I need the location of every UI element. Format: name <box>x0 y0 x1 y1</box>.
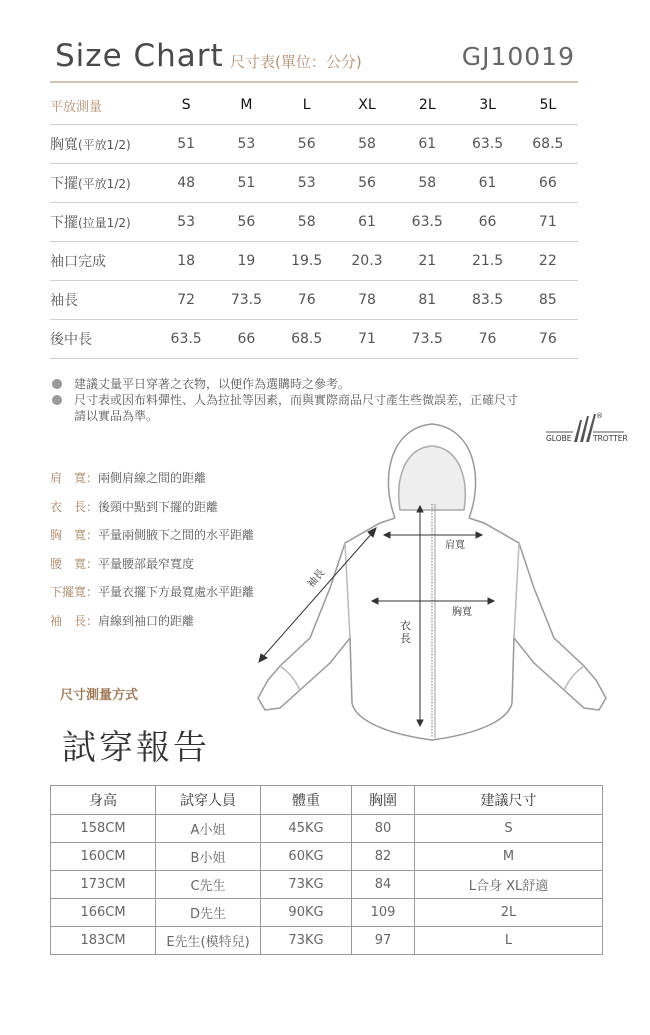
size-value-cell: 76 <box>277 281 337 320</box>
note-item: 尺寸表或因布料彈性、人為拉扯等因素，而與實際商品尺寸產生些微誤差，正確尺寸請以實品為準。 <box>52 392 524 424</box>
report-col-header: 身高 <box>51 786 156 815</box>
report-cell: L合身 XL舒適 <box>415 871 603 899</box>
report-cell: S <box>415 815 603 843</box>
size-value-cell: 76 <box>457 320 517 359</box>
size-value-cell: 53 <box>216 125 276 164</box>
size-value-cell: 81 <box>397 281 457 320</box>
definition-item: 衣 長：後頸中點到下擺的距離 <box>50 499 219 514</box>
report-col-header: 試穿人員 <box>156 786 261 815</box>
size-value-cell: 18 <box>156 242 216 281</box>
size-row <box>50 242 578 281</box>
chest-arrow <box>372 598 494 604</box>
size-value-cell: 68.5 <box>277 320 337 359</box>
size-value-cell: 53 <box>277 164 337 203</box>
size-value-cell: 58 <box>337 125 397 164</box>
report-cell: A小姐 <box>156 815 261 843</box>
report-row <box>51 871 603 899</box>
size-value-cell: 76 <box>518 320 578 359</box>
sleeve-label: 袖長 <box>305 567 328 590</box>
measure-label: 下擺(拉量1/2) <box>50 203 156 242</box>
report-col-header: 建議尺寸 <box>415 786 603 815</box>
size-row <box>50 164 578 203</box>
size-value-cell: 51 <box>156 125 216 164</box>
size-value-cell: 22 <box>518 242 578 281</box>
bullet-icon <box>52 379 62 389</box>
size-value-cell: 73.5 <box>216 281 276 320</box>
report-cell: 160CM <box>51 843 156 871</box>
try-on-report-table <box>50 785 603 955</box>
report-row <box>51 843 603 871</box>
size-value-cell: 78 <box>337 281 397 320</box>
size-col-header: 5L <box>518 86 578 125</box>
size-col-header: 3L <box>457 86 517 125</box>
bullet-icon <box>52 395 62 405</box>
report-cell: 90KG <box>261 899 352 927</box>
size-value-cell: 85 <box>518 281 578 320</box>
definition-item: 袖 長：肩線到袖口的距離 <box>50 613 195 628</box>
logo-left-text: GLOBE <box>546 434 572 443</box>
size-col-header: L <box>277 86 337 125</box>
size-value-cell: 48 <box>156 164 216 203</box>
size-value-cell: 66 <box>518 164 578 203</box>
report-col-header: 體重 <box>261 786 352 815</box>
report-cell: C先生 <box>156 871 261 899</box>
report-cell: 73KG <box>261 871 352 899</box>
size-value-cell: 63.5 <box>397 203 457 242</box>
size-value-cell: 21 <box>397 242 457 281</box>
definition-item: 胸 寬：平量兩側腋下之間的水平距離 <box>50 528 255 542</box>
size-value-cell: 63.5 <box>457 125 517 164</box>
chart-title: Size Chart <box>55 38 224 74</box>
definition-item: 腰 寬：平量腰部最窄寬度 <box>50 556 195 571</box>
report-header-row <box>51 786 603 815</box>
how-to-measure-heading: 尺寸測量方式 <box>60 688 139 703</box>
size-corner-label: 平放測量 <box>50 86 156 125</box>
report-cell: 2L <box>415 899 603 927</box>
size-value-cell: 66 <box>216 320 276 359</box>
size-col-header: XL <box>337 86 397 125</box>
size-value-cell: 19.5 <box>277 242 337 281</box>
notes <box>52 376 524 424</box>
size-row <box>50 203 578 242</box>
size-value-cell: 56 <box>216 203 276 242</box>
report-cell: 60KG <box>261 843 352 871</box>
definition-item: 下擺寬：平量衣擺下方最寬處水平距離 <box>50 585 255 599</box>
measure-definitions <box>50 468 254 639</box>
size-col-header: 2L <box>397 86 457 125</box>
size-value-cell: 61 <box>457 164 517 203</box>
report-col-header: 胸圍 <box>352 786 415 815</box>
size-value-cell: 61 <box>397 125 457 164</box>
size-value-cell: 58 <box>277 203 337 242</box>
size-row <box>50 281 578 320</box>
length-arrow <box>417 506 423 726</box>
report-cell: 97 <box>352 927 415 955</box>
size-row <box>50 125 578 164</box>
size-value-cell: 20.3 <box>337 242 397 281</box>
size-value-cell: 68.5 <box>518 125 578 164</box>
report-cell: 109 <box>352 899 415 927</box>
note-item: 建議丈量平日穿著之衣物，以便作為選購時之參考。 <box>52 376 524 392</box>
report-cell: E先生(模特兒) <box>156 927 261 955</box>
size-value-cell: 53 <box>156 203 216 242</box>
report-cell: 84 <box>352 871 415 899</box>
size-value-cell: 83.5 <box>457 281 517 320</box>
size-table <box>50 86 578 359</box>
registered-mark: ® <box>596 412 603 420</box>
size-header-row <box>50 86 578 125</box>
size-value-cell: 51 <box>216 164 276 203</box>
size-value-cell: 71 <box>337 320 397 359</box>
sleeve-arrow <box>259 528 376 662</box>
measure-label: 胸寬(平放1/2) <box>50 125 156 164</box>
size-col-header: S <box>156 86 216 125</box>
size-value-cell: 63.5 <box>156 320 216 359</box>
title-divider <box>50 81 578 83</box>
size-value-cell: 71 <box>518 203 578 242</box>
report-cell: 73KG <box>261 927 352 955</box>
report-row <box>51 899 603 927</box>
report-cell: 173CM <box>51 871 156 899</box>
measure-label: 袖長 <box>50 281 156 320</box>
length-label-2: 長 <box>400 632 411 645</box>
logo-right-text: TROTTER <box>593 434 628 443</box>
size-value-cell: 19 <box>216 242 276 281</box>
report-cell: 183CM <box>51 927 156 955</box>
jacket-diagram <box>240 418 625 748</box>
report-row <box>51 927 603 955</box>
size-value-cell: 56 <box>337 164 397 203</box>
product-code: GJ10019 <box>461 42 575 71</box>
report-cell: 166CM <box>51 899 156 927</box>
shoulder-arrow <box>384 532 482 538</box>
report-cell: 45KG <box>261 815 352 843</box>
report-cell: L <box>415 927 603 955</box>
shoulder-label: 肩寬 <box>445 540 465 551</box>
size-value-cell: 72 <box>156 281 216 320</box>
size-value-cell: 61 <box>337 203 397 242</box>
measure-label: 後中長 <box>50 320 156 359</box>
measure-label: 袖口完成 <box>50 242 156 281</box>
report-cell: B小姐 <box>156 843 261 871</box>
size-value-cell: 66 <box>457 203 517 242</box>
size-value-cell: 58 <box>397 164 457 203</box>
report-cell: M <box>415 843 603 871</box>
report-cell: 80 <box>352 815 415 843</box>
chart-subtitle: 尺寸表(單位：公分) <box>230 53 362 71</box>
report-cell: D先生 <box>156 899 261 927</box>
size-value-cell: 73.5 <box>397 320 457 359</box>
chest-label: 胸寬 <box>452 607 472 618</box>
try-on-report-title: 試穿報告 <box>62 728 210 768</box>
size-value-cell: 56 <box>277 125 337 164</box>
size-col-header: M <box>216 86 276 125</box>
report-cell: 158CM <box>51 815 156 843</box>
report-row <box>51 815 603 843</box>
measure-label: 下擺(平放1/2) <box>50 164 156 203</box>
size-value-cell: 21.5 <box>457 242 517 281</box>
size-row <box>50 320 578 359</box>
definition-item: 肩 寬：兩側肩線之間的距離 <box>50 471 207 485</box>
report-cell: 82 <box>352 843 415 871</box>
length-label-1: 衣 <box>400 619 411 632</box>
